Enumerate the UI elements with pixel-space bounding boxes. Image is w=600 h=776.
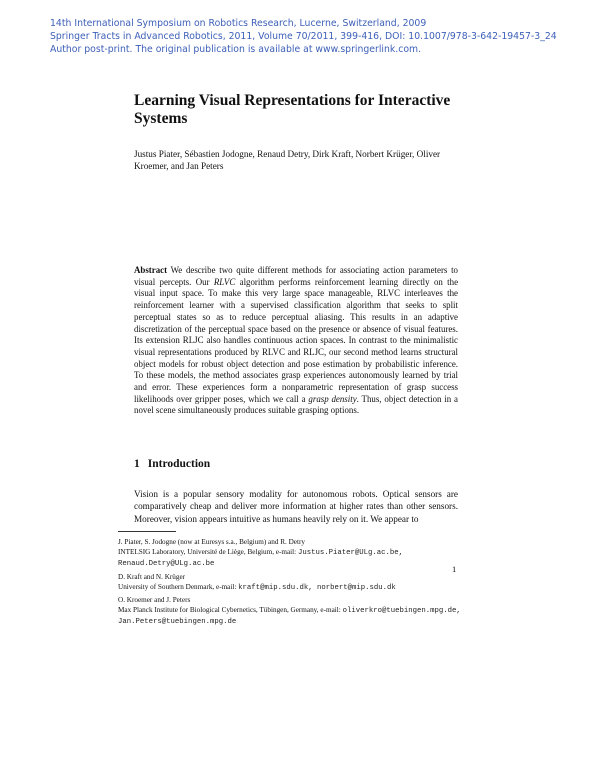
section-heading: [134, 458, 210, 470]
footnote-email[interactable]: kraft@mip.sdu.dk, norbert@mip.sdu.dk: [238, 584, 396, 592]
abstract-label: Abstract: [134, 265, 168, 275]
footnote-names: D. Kraft and N. Krüger: [118, 573, 186, 581]
abstract-text-3: . Thus, object detection in a novel scene simultaneously produces suitable grasping options.: [134, 393, 458, 416]
footnote-affiliation: University of Southern Denmark, e-mail:: [118, 583, 237, 591]
footnote-email[interactable]: Justus.Piater@ULg.ac.be, Renaud.Detry@ULg.ac.be: [118, 549, 404, 568]
footnote-affiliation: Max Planck Institute for Biological Cybernetics, Tübingen, Germany, e-mail:: [118, 606, 341, 614]
abstract-text-1: We describe two quite different methods for associating action parameters to visual percepts. Our: [134, 265, 458, 287]
page-number: 1: [452, 564, 457, 574]
footnote-1: [118, 537, 468, 569]
footnote-email[interactable]: oliverkro@tuebingen.mpg.de, Jan.Peters@tuebingen.mpg.de: [118, 607, 461, 626]
footnote-affiliation: INTELSIG Laboratory, Université de Liège, Belgium, e-mail:: [118, 548, 297, 556]
footnote-names: O. Kroemer and J. Peters: [118, 596, 191, 604]
intro-paragraph: Vision is a popular sensory modality for autonomous robots. Optical sensors are comparatively cheap and deliver more information at higher rates than other sensors. Moreover, vision appears intuitive as humans heavily rely on it. We appear to: [134, 489, 458, 524]
header-series-doi[interactable]: Springer Tracts in Advanced Robotics, 2011, Volume 70/2011, 399-416, DOI: 10.1007/978-3-642-19457-3_24: [50, 31, 557, 42]
footnote-names: J. Piater, S. Jodogne (now at Euresys s.a., Belgium) and R. Detry: [118, 538, 305, 546]
footnote-rule: [118, 531, 176, 532]
abstract: [134, 265, 458, 417]
footnote-2: [118, 572, 468, 593]
abstract-text-2: algorithm performs reinforcement learning directly on the visual input space. To make this very large space manageable, RLVC interleaves the reinforcement learner with a supervised classification algorithm that seeks to split perceptual states so as to reduce perceptual aliasing. This results in an adaptive discretization of the perceptual space based on the presence or absence of visual features. Its extension RLJC also handles continuous action spaces. In contrast to the minimalistic visual representations produced by RLVC and RLJC, our second method learns structural object models for robust object detection and pose estimation by probabilistic inference. To these models, the method associates grasp experiences autonomously learned by trial and error. These experiences form a nonparametric representation of grasp success likelihoods over gripper poses, which we call a: [134, 276, 459, 404]
paper-authors: Justus Piater, Sébastien Jodogne, Renaud Detry, Dirk Kraft, Norbert Krüger, Oliver Kroemer, and Jan Peters: [134, 149, 441, 172]
abstract-term-grasp-density: grasp density: [308, 393, 357, 404]
header-postprint[interactable]: Author post-print. The original publication is available at www.springerlink.com.: [50, 44, 422, 55]
section-title: Introduction: [147, 458, 211, 470]
publication-header: [50, 17, 557, 56]
footnote-3: [118, 595, 468, 627]
abstract-term-rlvc: RLVC: [213, 276, 236, 287]
header-conference: 14th International Symposium on Robotics Research, Lucerne, Switzerland, 2009: [50, 18, 427, 29]
paper-title: Learning Visual Representations for Interactive Systems: [134, 92, 451, 127]
section-number: 1: [134, 458, 140, 470]
